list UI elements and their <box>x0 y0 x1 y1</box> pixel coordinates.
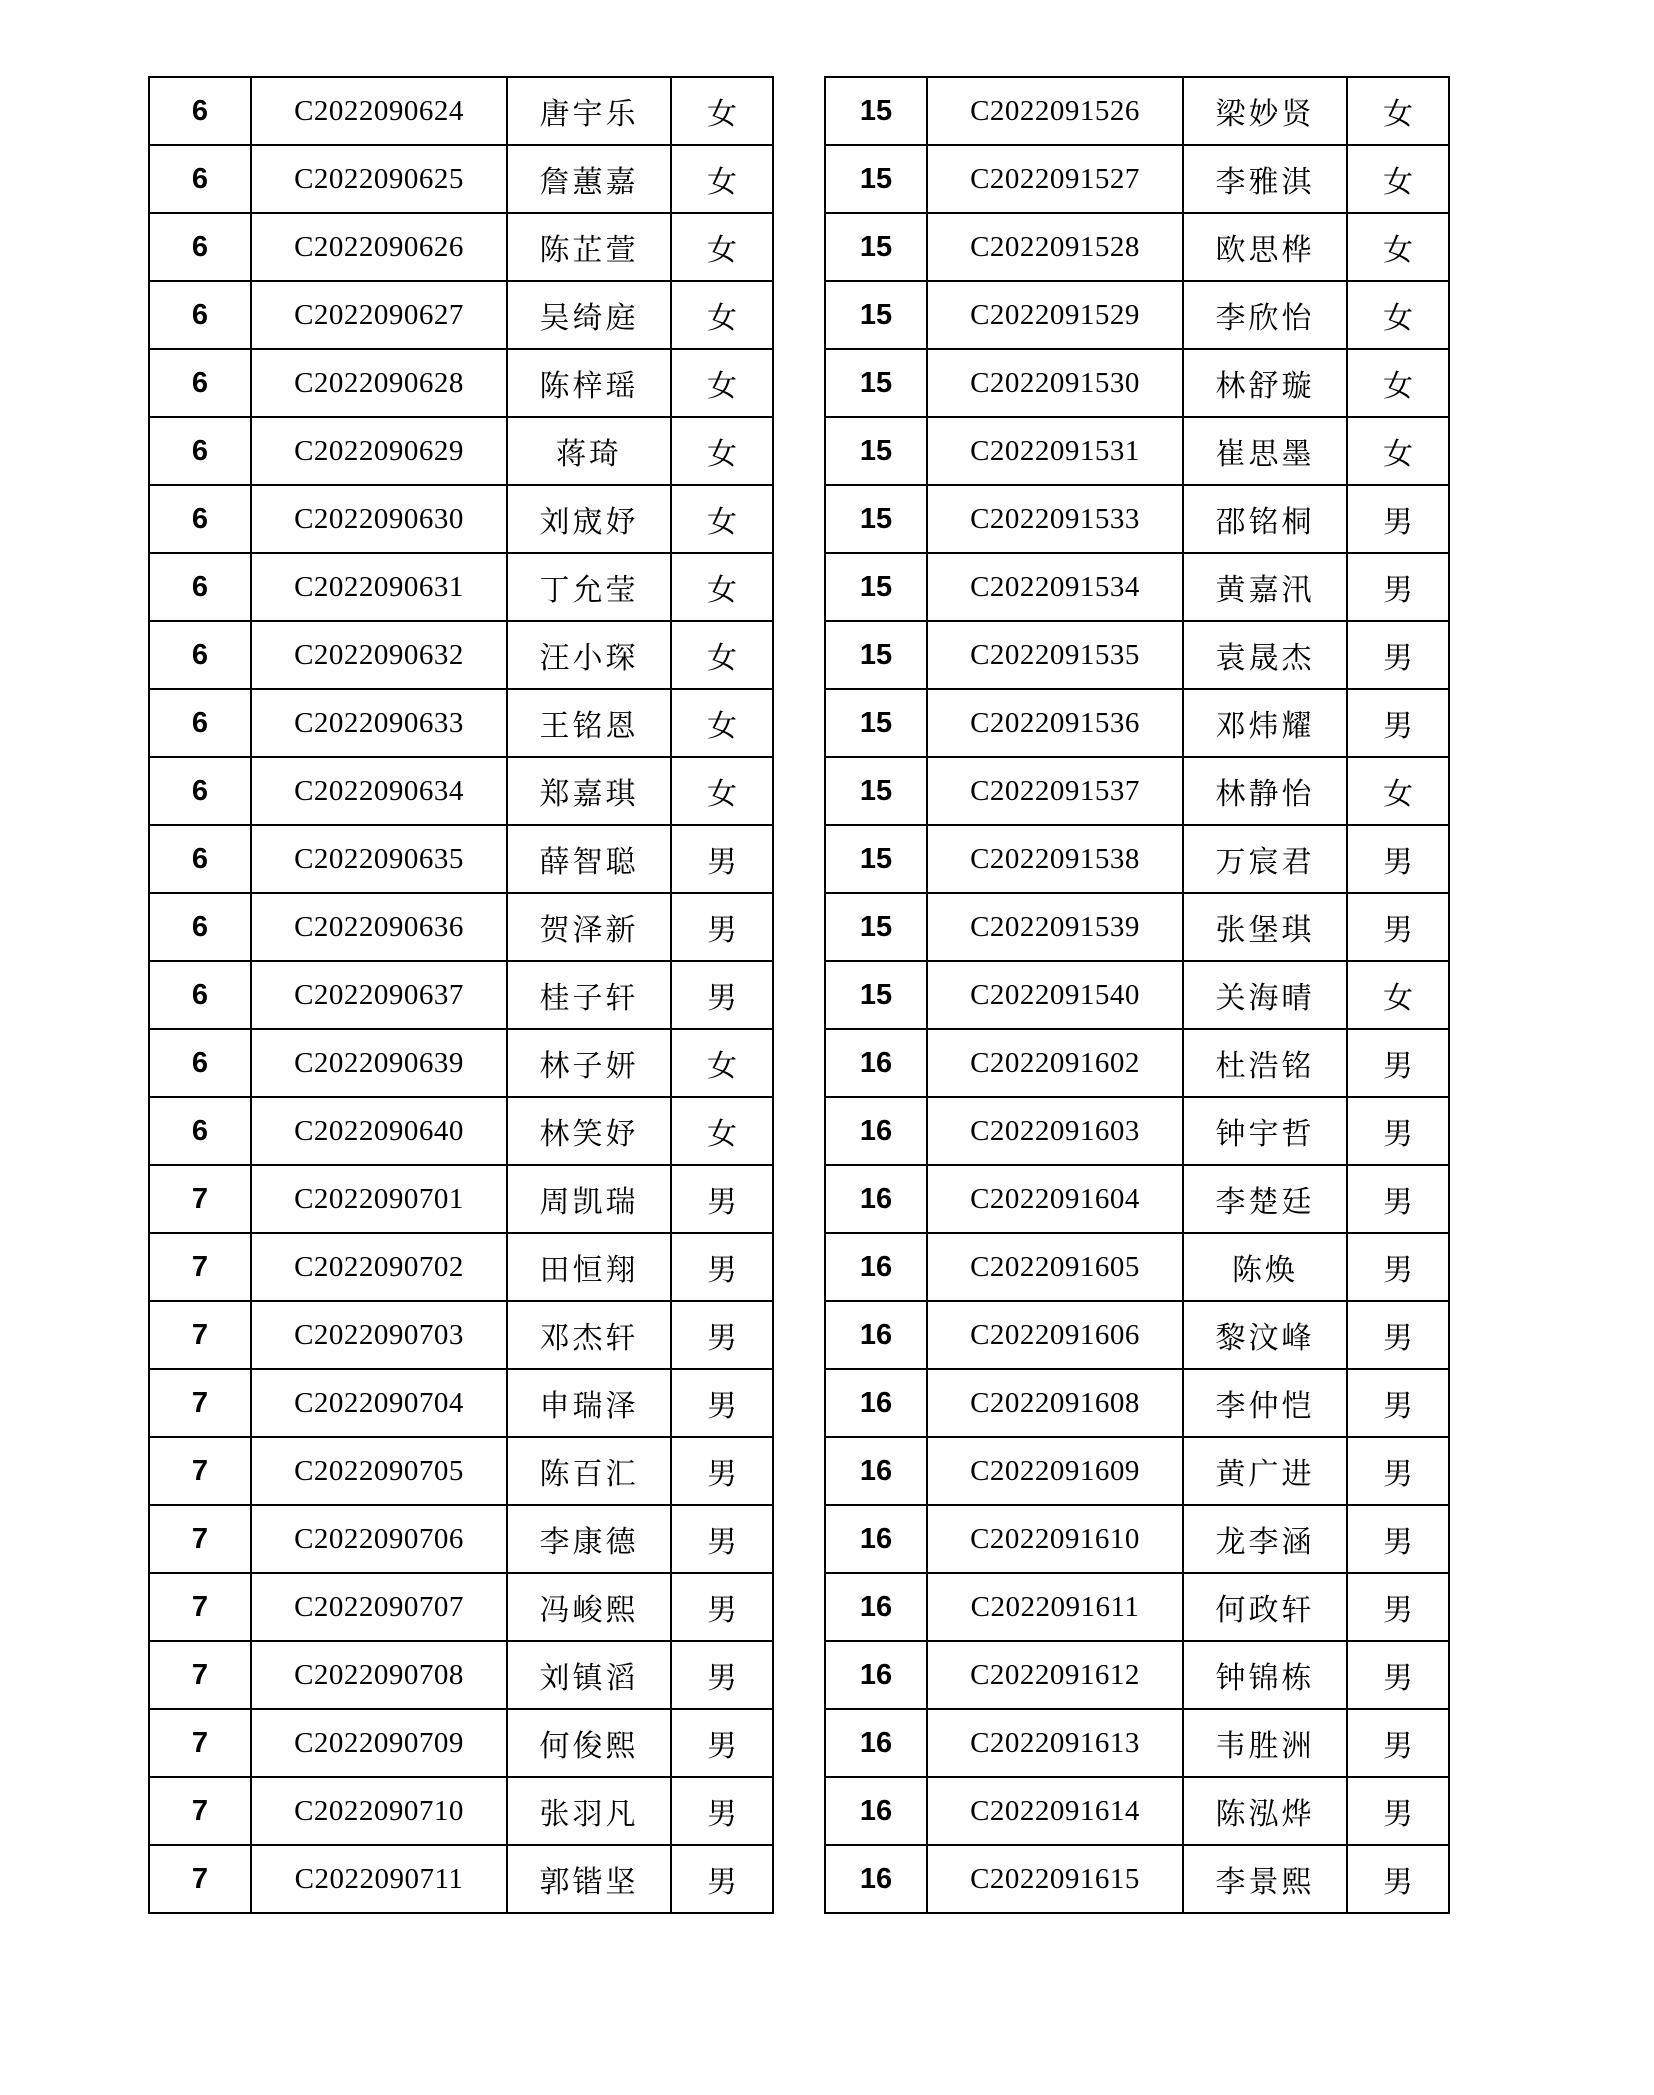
student-id-cell: C2022091609 <box>927 1437 1183 1505</box>
table-row <box>825 77 1449 145</box>
gender-cell: 女 <box>671 349 773 417</box>
gender-cell: 男 <box>1347 825 1449 893</box>
student-name-cell: 詹蕙嘉 <box>507 145 671 213</box>
gender-cell: 男 <box>1347 621 1449 689</box>
student-name-cell: 郭锴坚 <box>507 1845 671 1913</box>
student-id-cell: C2022091611 <box>927 1573 1183 1641</box>
class-number-cell: 7 <box>149 1845 251 1913</box>
student-name-cell: 丁允莹 <box>507 553 671 621</box>
gender-cell: 男 <box>671 1709 773 1777</box>
student-name-cell: 张堡琪 <box>1183 893 1347 961</box>
class-number-cell: 15 <box>825 281 927 349</box>
gender-cell: 女 <box>671 485 773 553</box>
table-row <box>149 77 773 145</box>
gender-cell: 男 <box>671 1301 773 1369</box>
student-id-cell: C2022090630 <box>251 485 507 553</box>
gender-cell: 女 <box>1347 281 1449 349</box>
class-number-cell: 6 <box>149 893 251 961</box>
table-row <box>149 485 773 553</box>
student-name-cell: 刘镇滔 <box>507 1641 671 1709</box>
class-number-cell: 15 <box>825 553 927 621</box>
table-row <box>149 1505 773 1573</box>
class-number-cell: 6 <box>149 825 251 893</box>
table-row <box>825 1437 1449 1505</box>
gender-cell: 男 <box>1347 1029 1449 1097</box>
class-number-cell: 16 <box>825 1573 927 1641</box>
student-id-cell: C2022090624 <box>251 77 507 145</box>
gender-cell: 男 <box>1347 1165 1449 1233</box>
class-number-cell: 7 <box>149 1573 251 1641</box>
table-row <box>825 825 1449 893</box>
student-name-cell: 刘宬妤 <box>507 485 671 553</box>
table-row <box>825 1845 1449 1913</box>
gender-cell: 男 <box>1347 1301 1449 1369</box>
table-row <box>825 213 1449 281</box>
class-number-cell: 15 <box>825 757 927 825</box>
class-number-cell: 15 <box>825 349 927 417</box>
gender-cell: 男 <box>1347 1641 1449 1709</box>
table-row <box>149 757 773 825</box>
table-row <box>825 1301 1449 1369</box>
student-name-cell: 欧思桦 <box>1183 213 1347 281</box>
student-id-cell: C2022090711 <box>251 1845 507 1913</box>
table-row <box>825 1029 1449 1097</box>
student-name-cell: 崔思墨 <box>1183 417 1347 485</box>
student-id-cell: C2022090629 <box>251 417 507 485</box>
table-row <box>149 825 773 893</box>
table-row <box>149 281 773 349</box>
table-row <box>149 1029 773 1097</box>
table-row <box>149 621 773 689</box>
gender-cell: 男 <box>671 1777 773 1845</box>
gender-cell: 女 <box>671 145 773 213</box>
student-name-cell: 陈芷萱 <box>507 213 671 281</box>
student-id-cell: C2022091537 <box>927 757 1183 825</box>
gender-cell: 男 <box>1347 485 1449 553</box>
class-number-cell: 6 <box>149 77 251 145</box>
class-number-cell: 16 <box>825 1029 927 1097</box>
table-row <box>825 145 1449 213</box>
gender-cell: 女 <box>671 689 773 757</box>
gender-cell: 男 <box>1347 1097 1449 1165</box>
class-number-cell: 6 <box>149 145 251 213</box>
gender-cell: 男 <box>671 1165 773 1233</box>
student-name-cell: 何俊熙 <box>507 1709 671 1777</box>
student-name-cell: 何政轩 <box>1183 1573 1347 1641</box>
student-id-cell: C2022091612 <box>927 1641 1183 1709</box>
class-number-cell: 15 <box>825 893 927 961</box>
student-id-cell: C2022090634 <box>251 757 507 825</box>
gender-cell: 女 <box>671 621 773 689</box>
student-id-cell: C2022090705 <box>251 1437 507 1505</box>
table-row <box>825 1573 1449 1641</box>
student-name-cell: 关海晴 <box>1183 961 1347 1029</box>
student-id-cell: C2022091613 <box>927 1709 1183 1777</box>
table-row <box>149 145 773 213</box>
gender-cell: 男 <box>1347 1573 1449 1641</box>
gender-cell: 女 <box>1347 213 1449 281</box>
gender-cell: 女 <box>1347 77 1449 145</box>
table-row <box>825 1165 1449 1233</box>
student-id-cell: C2022091528 <box>927 213 1183 281</box>
student-id-cell: C2022090702 <box>251 1233 507 1301</box>
right-roster-table <box>824 76 1450 1914</box>
table-row <box>149 417 773 485</box>
student-id-cell: C2022091603 <box>927 1097 1183 1165</box>
gender-cell: 男 <box>671 1573 773 1641</box>
class-number-cell: 16 <box>825 1165 927 1233</box>
class-number-cell: 16 <box>825 1369 927 1437</box>
class-number-cell: 6 <box>149 417 251 485</box>
class-number-cell: 6 <box>149 485 251 553</box>
table-row <box>825 689 1449 757</box>
gender-cell: 男 <box>671 1233 773 1301</box>
gender-cell: 女 <box>1347 145 1449 213</box>
table-row <box>825 281 1449 349</box>
student-id-cell: C2022090704 <box>251 1369 507 1437</box>
class-number-cell: 7 <box>149 1777 251 1845</box>
class-number-cell: 15 <box>825 77 927 145</box>
right-roster-body <box>825 77 1449 1913</box>
class-number-cell: 15 <box>825 621 927 689</box>
table-row <box>825 417 1449 485</box>
student-name-cell: 邓杰轩 <box>507 1301 671 1369</box>
student-id-cell: C2022091526 <box>927 77 1183 145</box>
student-id-cell: C2022090633 <box>251 689 507 757</box>
class-number-cell: 16 <box>825 1301 927 1369</box>
table-row <box>149 1573 773 1641</box>
student-id-cell: C2022091536 <box>927 689 1183 757</box>
student-id-cell: C2022091608 <box>927 1369 1183 1437</box>
student-id-cell: C2022090640 <box>251 1097 507 1165</box>
student-name-cell: 薛智聪 <box>507 825 671 893</box>
student-name-cell: 唐宇乐 <box>507 77 671 145</box>
student-id-cell: C2022090635 <box>251 825 507 893</box>
student-name-cell: 陈焕 <box>1183 1233 1347 1301</box>
student-name-cell: 田恒翔 <box>507 1233 671 1301</box>
student-id-cell: C2022091529 <box>927 281 1183 349</box>
class-number-cell: 15 <box>825 689 927 757</box>
student-name-cell: 贺泽新 <box>507 893 671 961</box>
gender-cell: 男 <box>1347 1777 1449 1845</box>
class-number-cell: 7 <box>149 1301 251 1369</box>
student-id-cell: C2022090627 <box>251 281 507 349</box>
student-name-cell: 郑嘉琪 <box>507 757 671 825</box>
class-number-cell: 7 <box>149 1709 251 1777</box>
student-id-cell: C2022091604 <box>927 1165 1183 1233</box>
student-name-cell: 邵铭桐 <box>1183 485 1347 553</box>
class-number-cell: 16 <box>825 1505 927 1573</box>
class-number-cell: 7 <box>149 1641 251 1709</box>
gender-cell: 男 <box>671 1437 773 1505</box>
student-name-cell: 龙李涵 <box>1183 1505 1347 1573</box>
table-row <box>149 1437 773 1505</box>
gender-cell: 男 <box>671 825 773 893</box>
student-id-cell: C2022091539 <box>927 893 1183 961</box>
table-row <box>825 757 1449 825</box>
table-row <box>825 961 1449 1029</box>
student-id-cell: C2022091535 <box>927 621 1183 689</box>
student-name-cell: 陈梓瑶 <box>507 349 671 417</box>
student-id-cell: C2022091530 <box>927 349 1183 417</box>
table-row <box>825 1369 1449 1437</box>
student-id-cell: C2022090637 <box>251 961 507 1029</box>
table-row <box>149 1777 773 1845</box>
student-id-cell: C2022090709 <box>251 1709 507 1777</box>
table-row <box>825 621 1449 689</box>
gender-cell: 男 <box>671 893 773 961</box>
student-id-cell: C2022090703 <box>251 1301 507 1369</box>
student-name-cell: 李雅淇 <box>1183 145 1347 213</box>
student-id-cell: C2022091527 <box>927 145 1183 213</box>
gender-cell: 男 <box>671 961 773 1029</box>
student-name-cell: 汪小琛 <box>507 621 671 689</box>
gender-cell: 女 <box>671 757 773 825</box>
class-number-cell: 7 <box>149 1505 251 1573</box>
class-number-cell: 15 <box>825 213 927 281</box>
table-row <box>825 1641 1449 1709</box>
table-row <box>149 1845 773 1913</box>
table-row <box>825 485 1449 553</box>
table-row <box>149 1641 773 1709</box>
gender-cell: 男 <box>1347 1505 1449 1573</box>
student-name-cell: 桂子轩 <box>507 961 671 1029</box>
student-name-cell: 黄嘉汛 <box>1183 553 1347 621</box>
student-name-cell: 吴绮庭 <box>507 281 671 349</box>
student-name-cell: 钟宇哲 <box>1183 1097 1347 1165</box>
student-id-cell: C2022091610 <box>927 1505 1183 1573</box>
table-row <box>149 689 773 757</box>
table-row <box>149 1233 773 1301</box>
student-name-cell: 林舒璇 <box>1183 349 1347 417</box>
student-name-cell: 韦胜洲 <box>1183 1709 1347 1777</box>
student-name-cell: 杜浩铭 <box>1183 1029 1347 1097</box>
class-number-cell: 15 <box>825 485 927 553</box>
student-id-cell: C2022090628 <box>251 349 507 417</box>
class-number-cell: 15 <box>825 825 927 893</box>
class-number-cell: 6 <box>149 281 251 349</box>
class-number-cell: 7 <box>149 1369 251 1437</box>
gender-cell: 男 <box>1347 689 1449 757</box>
table-row <box>825 1233 1449 1301</box>
student-id-cell: C2022091602 <box>927 1029 1183 1097</box>
gender-cell: 女 <box>1347 417 1449 485</box>
student-name-cell: 邓炜耀 <box>1183 689 1347 757</box>
student-id-cell: C2022091540 <box>927 961 1183 1029</box>
student-name-cell: 林笑妤 <box>507 1097 671 1165</box>
table-row <box>825 1097 1449 1165</box>
student-name-cell: 李景熙 <box>1183 1845 1347 1913</box>
student-id-cell: C2022091605 <box>927 1233 1183 1301</box>
student-name-cell: 李仲恺 <box>1183 1369 1347 1437</box>
class-number-cell: 6 <box>149 213 251 281</box>
student-name-cell: 周凯瑞 <box>507 1165 671 1233</box>
class-number-cell: 6 <box>149 757 251 825</box>
class-number-cell: 16 <box>825 1233 927 1301</box>
table-row <box>149 349 773 417</box>
class-number-cell: 6 <box>149 1029 251 1097</box>
gender-cell: 女 <box>1347 961 1449 1029</box>
student-id-cell: C2022090708 <box>251 1641 507 1709</box>
student-id-cell: C2022090632 <box>251 621 507 689</box>
class-number-cell: 6 <box>149 349 251 417</box>
class-number-cell: 6 <box>149 689 251 757</box>
class-number-cell: 7 <box>149 1233 251 1301</box>
student-id-cell: C2022091615 <box>927 1845 1183 1913</box>
student-id-cell: C2022091606 <box>927 1301 1183 1369</box>
student-id-cell: C2022090706 <box>251 1505 507 1573</box>
gender-cell: 男 <box>1347 893 1449 961</box>
student-name-cell: 钟锦栋 <box>1183 1641 1347 1709</box>
gender-cell: 男 <box>1347 1233 1449 1301</box>
student-id-cell: C2022091531 <box>927 417 1183 485</box>
student-name-cell: 梁妙贤 <box>1183 77 1347 145</box>
student-id-cell: C2022090707 <box>251 1573 507 1641</box>
student-name-cell: 申瑞泽 <box>507 1369 671 1437</box>
table-row <box>825 893 1449 961</box>
left-roster-table <box>148 76 774 1914</box>
table-row <box>825 1505 1449 1573</box>
gender-cell: 女 <box>671 417 773 485</box>
class-number-cell: 16 <box>825 1845 927 1913</box>
table-row <box>149 1369 773 1437</box>
gender-cell: 男 <box>1347 1437 1449 1505</box>
gender-cell: 女 <box>671 281 773 349</box>
class-number-cell: 6 <box>149 553 251 621</box>
gender-cell: 女 <box>671 1097 773 1165</box>
class-number-cell: 15 <box>825 961 927 1029</box>
class-number-cell: 16 <box>825 1641 927 1709</box>
table-row <box>825 349 1449 417</box>
table-row <box>149 1097 773 1165</box>
student-id-cell: C2022090625 <box>251 145 507 213</box>
class-number-cell: 15 <box>825 145 927 213</box>
student-name-cell: 黄广进 <box>1183 1437 1347 1505</box>
gender-cell: 男 <box>1347 1845 1449 1913</box>
student-name-cell: 李欣怡 <box>1183 281 1347 349</box>
gender-cell: 女 <box>671 553 773 621</box>
student-name-cell: 冯峻熙 <box>507 1573 671 1641</box>
gender-cell: 男 <box>1347 1369 1449 1437</box>
class-number-cell: 16 <box>825 1437 927 1505</box>
gender-cell: 女 <box>1347 757 1449 825</box>
class-number-cell: 16 <box>825 1097 927 1165</box>
gender-cell: 女 <box>671 1029 773 1097</box>
table-row <box>149 893 773 961</box>
gender-cell: 女 <box>671 77 773 145</box>
class-number-cell: 16 <box>825 1777 927 1845</box>
student-name-cell: 林子妍 <box>507 1029 671 1097</box>
student-name-cell: 袁晟杰 <box>1183 621 1347 689</box>
gender-cell: 男 <box>1347 553 1449 621</box>
gender-cell: 男 <box>671 1845 773 1913</box>
student-id-cell: C2022090639 <box>251 1029 507 1097</box>
table-row <box>149 961 773 1029</box>
student-name-cell: 李康德 <box>507 1505 671 1573</box>
student-name-cell: 万宸君 <box>1183 825 1347 893</box>
student-name-cell: 王铭恩 <box>507 689 671 757</box>
class-number-cell: 7 <box>149 1437 251 1505</box>
gender-cell: 女 <box>671 213 773 281</box>
gender-cell: 男 <box>671 1505 773 1573</box>
student-id-cell: C2022091614 <box>927 1777 1183 1845</box>
table-row <box>149 553 773 621</box>
table-row <box>825 553 1449 621</box>
student-id-cell: C2022090626 <box>251 213 507 281</box>
student-id-cell: C2022091533 <box>927 485 1183 553</box>
table-row <box>825 1709 1449 1777</box>
table-row <box>149 213 773 281</box>
student-id-cell: C2022090701 <box>251 1165 507 1233</box>
gender-cell: 男 <box>1347 1709 1449 1777</box>
gender-cell: 男 <box>671 1369 773 1437</box>
student-name-cell: 黎汶峰 <box>1183 1301 1347 1369</box>
student-name-cell: 张羽凡 <box>507 1777 671 1845</box>
student-name-cell: 李楚廷 <box>1183 1165 1347 1233</box>
table-row <box>149 1709 773 1777</box>
student-name-cell: 陈百汇 <box>507 1437 671 1505</box>
class-number-cell: 6 <box>149 961 251 1029</box>
student-id-cell: C2022090710 <box>251 1777 507 1845</box>
student-name-cell: 蒋琦 <box>507 417 671 485</box>
student-id-cell: C2022091534 <box>927 553 1183 621</box>
table-row <box>149 1301 773 1369</box>
class-number-cell: 16 <box>825 1709 927 1777</box>
student-id-cell: C2022090636 <box>251 893 507 961</box>
student-name-cell: 林静怡 <box>1183 757 1347 825</box>
class-number-cell: 6 <box>149 1097 251 1165</box>
student-id-cell: C2022090631 <box>251 553 507 621</box>
left-roster-body <box>149 77 773 1913</box>
table-row <box>825 1777 1449 1845</box>
class-number-cell: 6 <box>149 621 251 689</box>
class-number-cell: 15 <box>825 417 927 485</box>
student-name-cell: 陈泓烨 <box>1183 1777 1347 1845</box>
table-row <box>149 1165 773 1233</box>
student-id-cell: C2022091538 <box>927 825 1183 893</box>
gender-cell: 女 <box>1347 349 1449 417</box>
gender-cell: 男 <box>671 1641 773 1709</box>
class-number-cell: 7 <box>149 1165 251 1233</box>
